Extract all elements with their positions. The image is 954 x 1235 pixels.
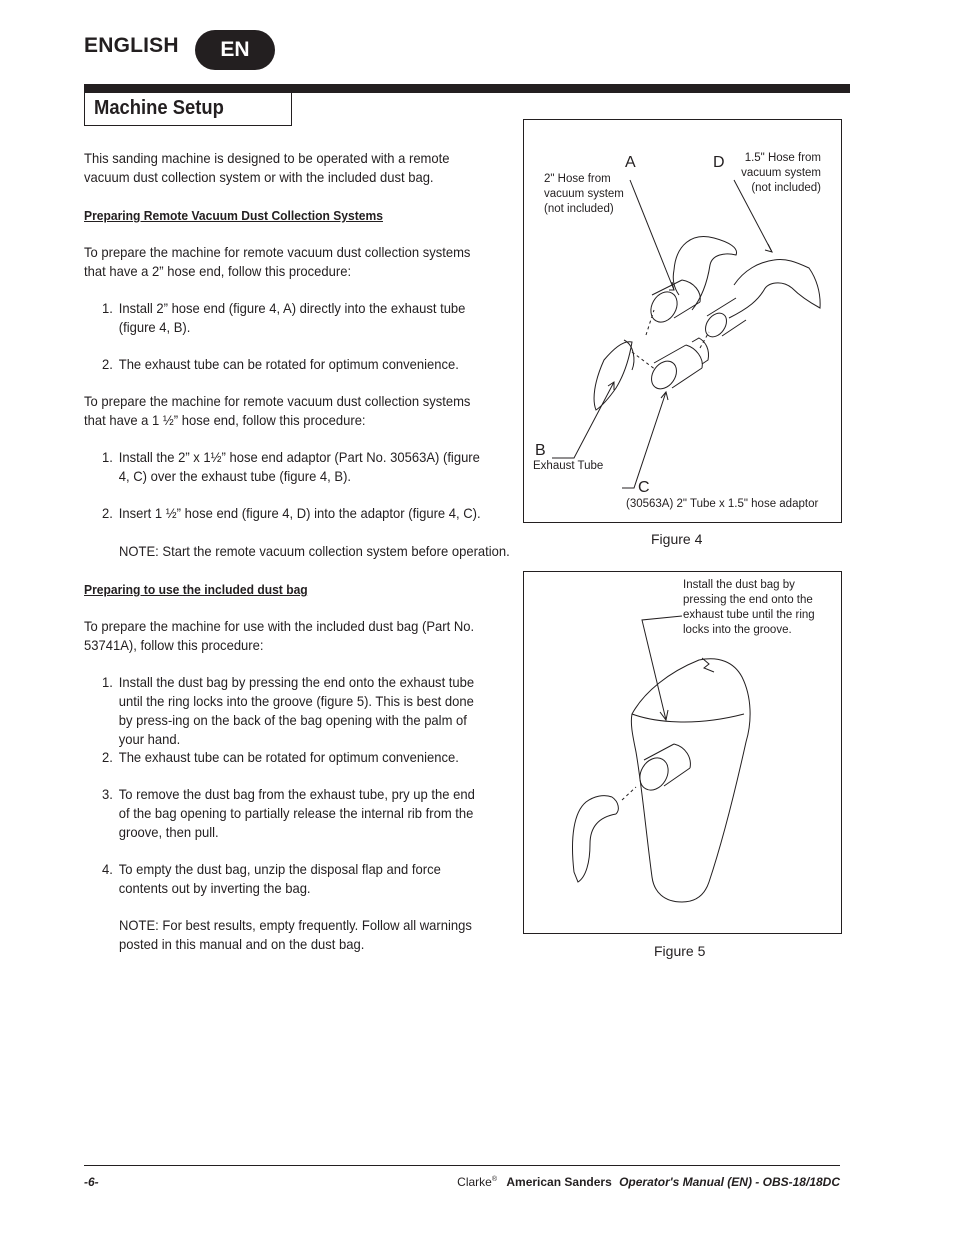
label-line: 2" Hose from <box>544 173 611 185</box>
label-line: (not included) <box>751 182 821 194</box>
section-title: Machine Setup <box>94 97 224 119</box>
callout-letter-d: D <box>713 154 725 171</box>
label-line: Install the dust bag by <box>683 579 795 591</box>
label-line: vacuum system <box>741 167 821 179</box>
list-number: 4. <box>102 861 113 877</box>
footer-manual: Operator's Manual (EN) - OBS-18/18DC <box>619 1175 840 1189</box>
list-text: The exhaust tube can be rotated for optimum convenience. <box>118 749 459 765</box>
header-rule <box>84 84 850 93</box>
figure-4 <box>523 119 842 523</box>
callout-label-c: (30563A) 2" Tube x 1.5" hose adaptor <box>626 498 819 510</box>
list-text: Install the dust bag by pressing the end onto the exhaust tube until the ring locks into the groove (figure 5). This is best done by press-ing on the back of the bag opening with the palm of your hand. <box>118 674 475 747</box>
label-line: (not included) <box>544 203 614 215</box>
callout-letter-a: A <box>625 154 636 171</box>
list-item <box>102 748 485 767</box>
label-line: vacuum system <box>544 188 624 200</box>
paragraph-dust-bag: To prepare the machine for use with the included dust bag (Part No. 53741A), follow this procedure: <box>84 618 475 653</box>
subheading-dust-bag: Preparing to use the included dust bag <box>84 582 308 597</box>
label-line: locks into the groove. <box>683 624 792 636</box>
figure-5 <box>523 571 842 934</box>
list-text: To empty the dust bag, unzip the disposal flap and force contents out by inverting the bag. <box>118 861 441 896</box>
intro-paragraph: This sanding machine is designed to be operated with a remote vacuum dust collection system or with the included dust bag. <box>84 150 450 185</box>
figure-5-caption: Figure 5 <box>654 943 706 959</box>
list-item <box>102 785 485 842</box>
subheading-remote-vacuum: Preparing Remote Vacuum Dust Collection Systems <box>84 208 383 223</box>
figure-4-caption: Figure 4 <box>651 531 703 547</box>
page-number: -6- <box>84 1175 99 1189</box>
label-line: pressing the end onto the <box>683 594 813 606</box>
figure-5-callout <box>683 578 815 638</box>
registered-mark: ® <box>491 1176 498 1183</box>
list-text: The exhaust tube can be rotated for optimum convenience. <box>118 356 459 372</box>
callout-label-a <box>544 172 624 217</box>
footer-brand: Clarke <box>457 1175 492 1189</box>
list-number: 1. <box>102 300 113 316</box>
list-item <box>102 448 485 486</box>
paragraph-2in-hose: To prepare the machine for remote vacuum dust collection systems that have a 2” hose end, follow this procedure: <box>84 244 471 279</box>
list-text: Insert 1 ½” hose end (figure 4, D) into the adaptor (figure 4, C). <box>118 505 481 521</box>
language-label: ENGLISH <box>84 34 179 57</box>
note-empty-frequently: NOTE: For best results, empty frequently. Follow all warnings posted in this manual and on the dust bag. <box>119 917 472 952</box>
note-start-vacuum: NOTE: Start the remote vacuum collection system before operation. <box>119 543 510 559</box>
callout-letter-c: C <box>638 479 650 496</box>
paragraph-1-5in-hose: To prepare the machine for remote vacuum dust collection systems that have a 1 ½” hose end, follow this procedure: <box>84 393 471 428</box>
list-number: 2. <box>102 356 113 372</box>
language-badge: EN <box>195 30 275 70</box>
callout-label-d <box>741 151 821 196</box>
list-item <box>102 860 485 898</box>
label-line: 1.5" Hose from <box>744 152 821 164</box>
callout-label-b: Exhaust Tube <box>533 460 604 472</box>
list-item <box>102 673 485 749</box>
list-item <box>102 355 485 374</box>
list-number: 1. <box>102 674 113 690</box>
list-number: 3. <box>102 786 113 802</box>
list-number: 2. <box>102 749 113 765</box>
footer-rule <box>84 1165 840 1166</box>
footer-manual-title <box>457 1175 840 1189</box>
footer-company: American Sanders <box>506 1175 612 1189</box>
list-text: Install 2” hose end (figure 4, A) directly into the exhaust tube (figure 4, B). <box>118 300 466 335</box>
list-item <box>102 504 485 523</box>
callout-letter-b: B <box>535 442 546 459</box>
list-number: 1. <box>102 449 113 465</box>
list-number: 2. <box>102 505 113 521</box>
list-text: To remove the dust bag from the exhaust tube, pry up the end of the bag opening to partially release the internal rib from the groove, then pull. <box>118 786 475 840</box>
list-text: Install the 2” x 1½” hose end adaptor (Part No. 30563A) (figure 4, C) over the exhaust tube (figure 4, B). <box>118 449 480 484</box>
label-line: exhaust tube until the ring <box>683 609 815 621</box>
list-item <box>102 299 485 337</box>
